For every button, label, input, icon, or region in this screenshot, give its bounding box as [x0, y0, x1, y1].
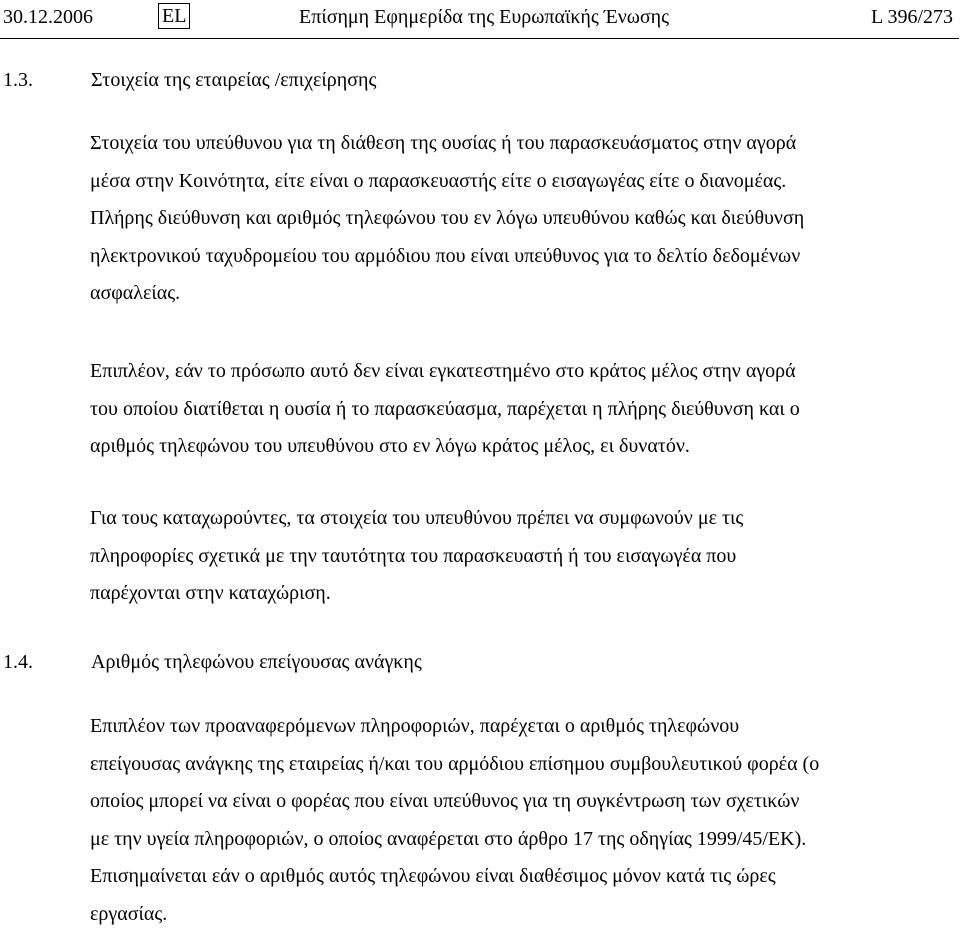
paragraph-registrants	[90, 500, 960, 613]
language-code-box: EL	[158, 3, 190, 29]
paragraph-line: οποίος μπορεί να είναι ο φορέας που είναι υπεύθυνος για τη συγκέντρωση των σχετικών	[90, 790, 800, 812]
paragraph-line: αριθμός τηλεφώνου του υπευθύνου στο εν λόγω κράτος μέλος, ει δυνατόν.	[90, 435, 690, 457]
paragraph-line: μέσα στην Κοινότητα, είτε είναι ο παρασκευαστής είτε ο εισαγωγέας είτε ο διανομέας.	[90, 169, 787, 192]
section-heading-1-3	[3, 68, 376, 92]
section-number: 1.3.	[3, 69, 33, 91]
header-divider	[0, 38, 959, 39]
paragraph-member-state	[90, 353, 960, 466]
paragraph-line: Επιπλέον των προαναφερόμενων πληροφοριών, παρέχεται ο αριθμός τηλεφώνου	[90, 715, 740, 737]
paragraph-line: Στοιχεία του υπεύθυνου για τη διάθεση της ουσίας ή του παρασκευάσματος στην αγορά	[90, 132, 797, 154]
paragraph-line: του οποίου διατίθεται η ουσία ή το παρασκεύασμα, παρέχεται η πλήρης διεύθυνση και ο	[90, 397, 800, 420]
paragraph-line: με την υγεία πληροφοριών, ο οποίος αναφέρεται στο άρθρο 17 της οδηγίας 1999/45/ΕΚ).	[90, 827, 807, 850]
publication-date: 30.12.2006	[3, 6, 93, 28]
paragraph-responsible-party	[90, 125, 960, 313]
section-number: 1.4.	[3, 651, 33, 673]
paragraph-line: ασφαλείας.	[90, 282, 181, 304]
paragraph-line: Επιπλέον, εάν το πρόσωπο αυτό δεν είναι εγκατεστημένο στο κράτος μέλος στην αγορά	[90, 360, 796, 382]
page-header	[0, 0, 960, 40]
paragraph-line: Πλήρης διεύθυνση και αριθμός τηλεφώνου του εν λόγω υπευθύνου καθώς και διεύθυνση	[90, 207, 805, 229]
section-title: Στοιχεία της εταιρείας /επιχείρησης	[91, 69, 377, 91]
paragraph-line: πληροφορίες σχετικά με την ταυτότητα του παρασκευαστή ή του εισαγωγέα που	[90, 544, 737, 567]
paragraph-line: επείγουσας ανάγκης της εταιρείας ή/και του αρμόδιου επίσημου συμβουλευτικού φορέα (ο	[90, 752, 820, 775]
paragraph-emergency-number	[90, 708, 960, 933]
paragraph-line: Για τους καταχωρούντες, τα στοιχεία του υπευθύνου πρέπει να συμφωνούν με τις	[90, 507, 744, 529]
paragraph-line: εργασίας.	[90, 902, 168, 925]
page-reference: L 396/273	[870, 6, 953, 28]
paragraph-line: παρέχονται στην καταχώριση.	[90, 582, 331, 604]
paragraph-line: Επισημαίνεται εάν ο αριθμός αυτός τηλεφώνου είναι διαθέσιμος μόνον κατά τις ώρες	[90, 865, 776, 887]
paragraph-line: ηλεκτρονικού ταχυδρομείου του αρμόδιου που είναι υπεύθυνος για το δελτίο δεδομένων	[90, 244, 801, 267]
section-heading-1-4	[3, 650, 422, 674]
section-title: Αριθμός τηλεφώνου επείγουσας ανάγκης	[91, 651, 422, 673]
journal-title: Επίσημη Εφημερίδα της Ευρωπαϊκής Ένωσης	[299, 6, 670, 28]
